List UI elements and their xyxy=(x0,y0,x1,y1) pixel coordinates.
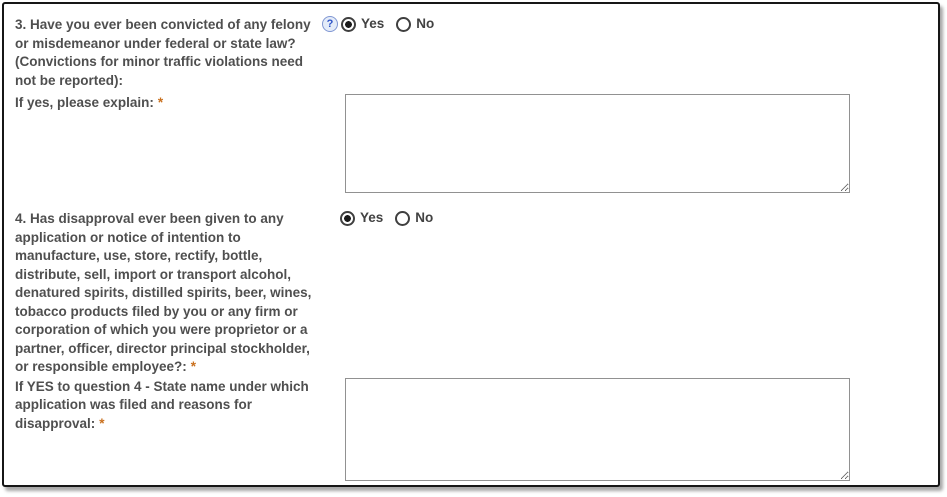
question-4-label-text: 4. Has disapproval ever been given to any application or notice of intention to manufacture, use, store, rectify, bottle, distribute, sell, import or transport alcohol, denatured spirits, distilled spirits, beer, wines, tobacco products filed by you or any firm or corporation of which you were proprietor or a partner, officer, director principal stockholder, or responsible employee?: xyxy=(15,211,312,374)
q3-explain-label xyxy=(15,94,322,113)
q4-explain-textarea[interactable] xyxy=(345,378,850,481)
required-asterisk: * xyxy=(190,359,197,374)
q3-explain-field-cell xyxy=(322,94,938,193)
q4-no-label: No xyxy=(415,210,434,225)
q3-yes-radio[interactable] xyxy=(341,17,356,32)
q3-explain-row xyxy=(15,94,938,193)
q3-explain-label-text: If yes, please explain: xyxy=(15,95,154,110)
q3-no-label: No xyxy=(416,16,435,31)
q4-yes-label: Yes xyxy=(360,210,384,225)
q4-no-option[interactable] xyxy=(395,209,433,228)
q4-yes-option[interactable] xyxy=(340,209,383,228)
q4-explain-label xyxy=(15,378,322,434)
q3-yes-option[interactable] xyxy=(341,15,384,34)
q3-no-option[interactable] xyxy=(396,15,434,34)
question-3-row xyxy=(15,16,938,90)
question-4-label xyxy=(15,210,322,377)
q4-explain-label-text: If YES to question 4 - State name under which application was filed and reasons for disapproval: xyxy=(15,378,309,431)
required-asterisk: * xyxy=(99,415,105,431)
question-4-answer xyxy=(322,209,938,228)
required-asterisk: * xyxy=(157,95,164,110)
q4-yes-radio[interactable] xyxy=(340,211,355,226)
help-icon[interactable]: ? xyxy=(322,16,338,32)
q3-no-radio[interactable] xyxy=(396,17,411,32)
q4-explain-row xyxy=(15,378,938,481)
question-3-answer xyxy=(322,15,938,34)
q4-no-radio[interactable] xyxy=(395,211,410,226)
question-4-row xyxy=(15,210,938,377)
q3-explain-textarea[interactable] xyxy=(345,94,850,193)
q3-yes-label: Yes xyxy=(361,16,385,31)
application-form-panel xyxy=(2,2,940,487)
q4-explain-field-cell xyxy=(322,378,938,481)
question-3-label: 3. Have you ever been convicted of any felony or misdemeanor under federal or state law? (Convictions for minor traffic violations need not be reported): xyxy=(15,17,311,88)
